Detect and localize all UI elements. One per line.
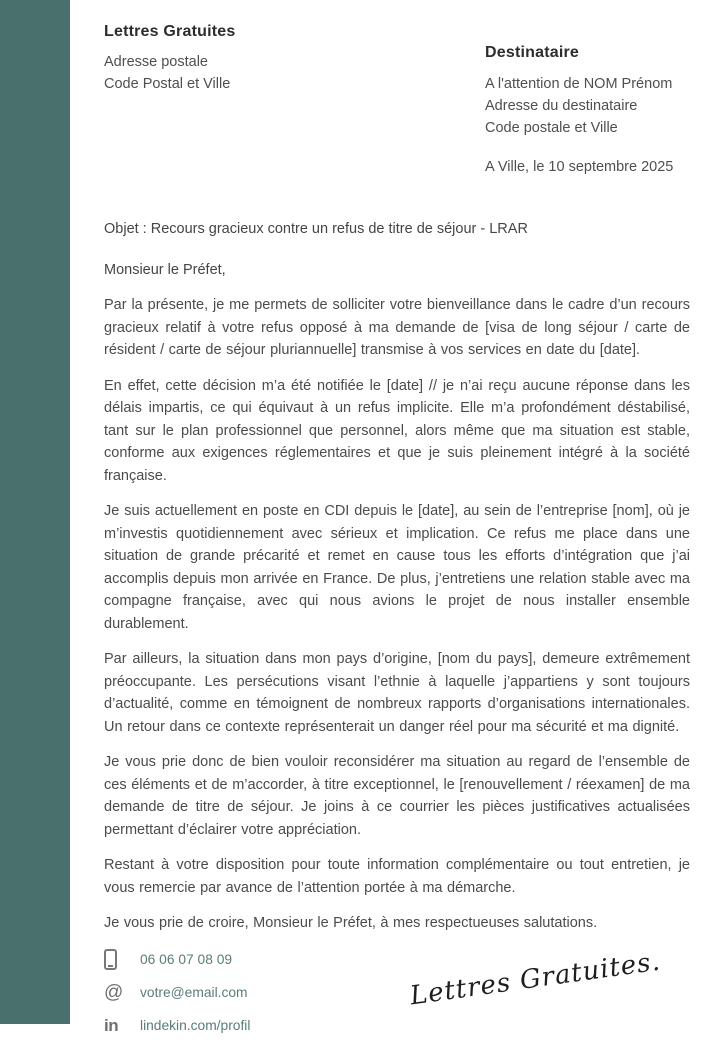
letter-content: [70, 0, 724, 1035]
recipient-line3: Code postale et Ville: [485, 120, 618, 136]
paragraph-1: Par la présente, je me permets de solliciter votre bienveillance dans le cadre d’un recours gracieux relatif à votre refus opposé à ma demande de [visa de long séjour / carte de résident / carte de séjour pluriannuelle] transmise à vos services en date du [date].: [104, 297, 690, 358]
recipient-block: [485, 23, 690, 178]
letter-body: [104, 218, 690, 948]
accent-sidebar: [0, 0, 70, 1024]
contact-linkedin-row: [104, 1014, 250, 1038]
paragraph-3: Je suis actuellement en poste en CDI depuis le [date], au sein de l’entreprise [nom], où je m’investis quotidiennement avec sérieux et implication. Ce refus me place dans une situation de grande précarité et remet en cause tous les efforts d’intégration que j’ai accomplis depuis mon arrivée en France. De plus, j’entretiens une relation stable avec ma compagne française, avec qui nous avions le projet de nous installer ensemble durablement.: [104, 503, 690, 632]
at-icon: @: [104, 981, 124, 1003]
email-address: votre@email.com: [140, 985, 248, 1000]
salutation: Monsieur le Préfet,: [104, 262, 226, 278]
sender-block: [104, 23, 235, 178]
recipient-line2: Adresse du destinataire: [485, 98, 638, 114]
contact-email-row: [104, 981, 250, 1005]
sender-address-line2: Code Postal et Ville: [104, 76, 231, 92]
recipient-line1: A l'attention de NOM Prénom: [485, 76, 673, 92]
contact-block: [104, 948, 250, 1038]
phone-number: 06 06 07 08 09: [140, 952, 233, 967]
letter-footer: [104, 948, 690, 1054]
phone-icon: [104, 949, 128, 970]
paragraph-5: Je vous prie donc de bien vouloir reconsidérer ma situation au regard de l’ensemble de ces éléments et de m’accorder, à titre exceptionnel, le [renouvellement / réexamen] de ma demande de titre de séjour. Je joins à ce courrier les pièces justificatives actualisées permettant d’éclairer votre appréciation.: [104, 754, 690, 838]
contact-phone-row: [104, 948, 250, 972]
paragraph-4: Par ailleurs, la situation dans mon pays d’origine, [nom du pays], demeure extrêmement préoccupante. Les persécutions visant l’ethnie à laquelle j’appartiens y sont toujours d’actualité, comme en témoignent de nombreux rapports d’organisations internationales. Un retour dans ce contexte représenterait un danger réel pour ma sécurité et ma dignité.: [104, 651, 690, 735]
paragraph-2: En effet, cette décision m’a été notifiée le [date] // je n’ai reçu aucune réponse dans les délais impartis, ce qui équivaut à un refus implicite. Elle m’a profondément déstabilisé, tant sur le plan professionnel que personnel, alors même que ma situation est stable, conforme aux exigences réglementaires et que je suis pleinement intégré à la société française.: [104, 377, 690, 484]
letterhead: [104, 23, 690, 178]
closing-line: Je vous prie de croire, Monsieur le Préfet, à mes respectueuses salutations.: [104, 915, 598, 931]
handwritten-signature: Lettres Gratuites.: [408, 946, 663, 1011]
sender-address-line1: Adresse postale: [104, 54, 208, 70]
date-line: A Ville, le 10 septembre 2025: [485, 159, 674, 175]
sender-name: Lettres Gratuites: [104, 23, 236, 40]
linkedin-icon: in: [104, 1015, 119, 1035]
recipient-title: Destinataire: [485, 44, 579, 61]
linkedin-url: lindekin.com/profil: [140, 1018, 251, 1033]
subject-line: Objet : Recours gracieux contre un refus de titre de séjour - LRAR: [104, 221, 528, 237]
paragraph-6: Restant à votre disposition pour toute information complémentaire ou tout entretien, je vous remercie par avance de l’attention portée à ma démarche.: [104, 857, 690, 896]
